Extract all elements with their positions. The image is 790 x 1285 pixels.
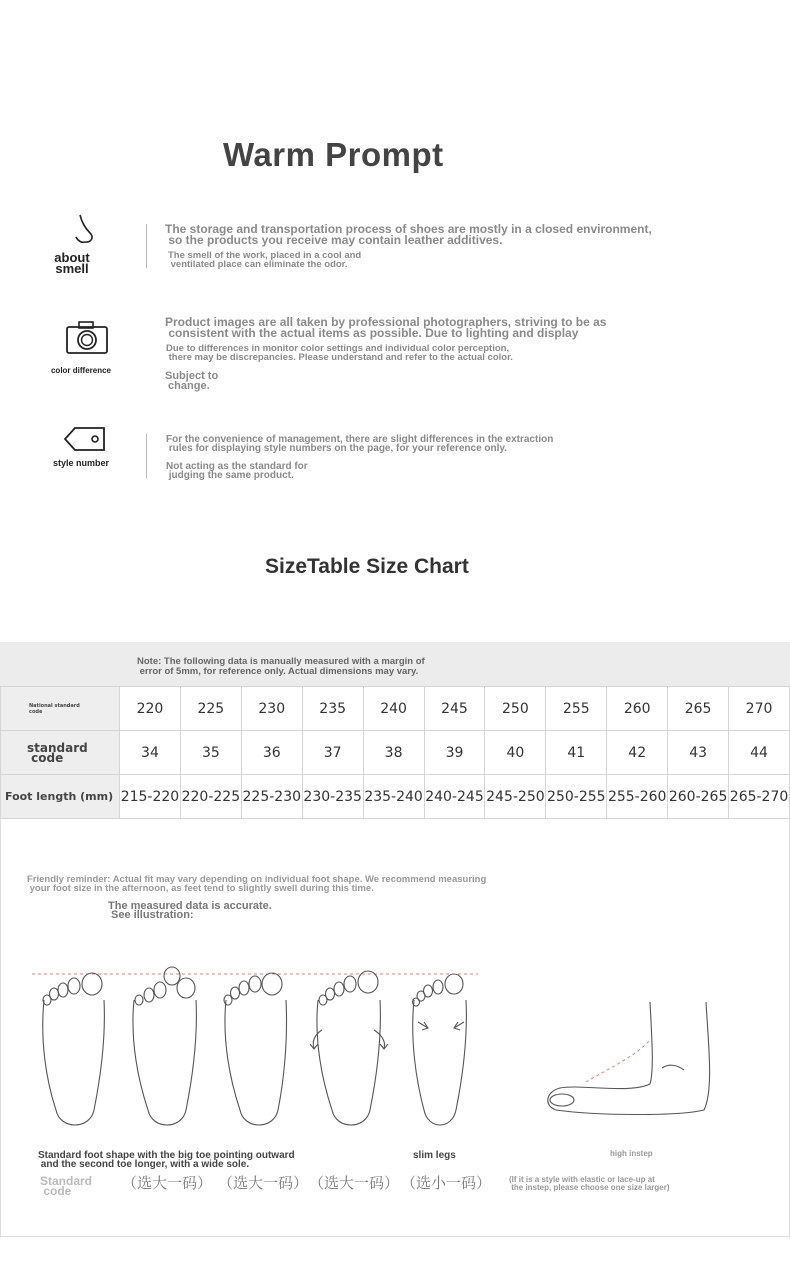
row-label: National standard code bbox=[1, 687, 120, 731]
table-cell: 260-265 bbox=[668, 775, 729, 819]
row-label: Foot length (mm) bbox=[1, 775, 120, 819]
table-cell: 225-230 bbox=[241, 775, 302, 819]
table-cell: 42 bbox=[607, 731, 668, 775]
size-table bbox=[0, 686, 790, 819]
table-cell: 245-250 bbox=[485, 775, 546, 819]
caption-standard-foot: Standard foot shape with the big toe pointing outward and the second toe longer, with a wide sole. bbox=[38, 1150, 295, 1170]
prompt-sub-style: Not acting as the standard for judging the same product. bbox=[166, 461, 308, 481]
table-cell: 35 bbox=[180, 731, 241, 775]
prompt-sub-smell: The smell of the work, placed in a cool and ventilated place can eliminate the odor. bbox=[168, 250, 362, 270]
table-cell: 260 bbox=[607, 687, 668, 731]
caption-high-instep: high instep bbox=[610, 1149, 653, 1158]
table-cell: 240-245 bbox=[424, 775, 485, 819]
divider bbox=[146, 434, 147, 478]
table-cell: 255-260 bbox=[607, 775, 668, 819]
row-label: standard code bbox=[1, 731, 120, 775]
size-choice: （选大一码） bbox=[309, 1174, 400, 1192]
table-cell: 215-220 bbox=[120, 775, 181, 819]
size-note: Note: The following data is manually measured with a margin of error of 5mm, for reference only. Actual dimensions may vary. bbox=[137, 656, 425, 677]
prompt-extra-color: Subject to change. bbox=[165, 370, 219, 392]
prompt-sub-color: Due to differences in monitor color settings and individual color perception, there may be discrepancies. Please understand and refer to the actual color. bbox=[166, 343, 513, 363]
tag-icon bbox=[62, 424, 108, 454]
table-cell: 37 bbox=[302, 731, 363, 775]
prompt-main-color: Product images are all taken by professional photographers, striving to be as consistent with the actual items as possible. Due to lighting and display bbox=[165, 315, 607, 340]
divider bbox=[146, 224, 147, 268]
table-cell: 250 bbox=[485, 687, 546, 731]
table-cell: 40 bbox=[485, 731, 546, 775]
size-choice: （选大一码） bbox=[122, 1174, 213, 1192]
table-cell: 230-235 bbox=[302, 775, 363, 819]
table-cell: 250-255 bbox=[546, 775, 607, 819]
table-cell: 34 bbox=[120, 731, 181, 775]
size-choice: （选小一码） bbox=[401, 1174, 492, 1192]
prompt-main-style: For the convenience of management, there are slight differences in the extraction rules for displaying style numbers on the page, for your reference only. bbox=[166, 434, 554, 454]
camera-icon bbox=[64, 318, 110, 356]
table-cell: 255 bbox=[546, 687, 607, 731]
table-cell: 240 bbox=[363, 687, 424, 731]
table-cell: 265 bbox=[668, 687, 729, 731]
friendly-reminder: Friendly reminder: Actual fit may vary depending on individual foot shape. We recommend measuring your foot size in the afternoon, as feet tend to slightly swell during this time. bbox=[27, 874, 487, 894]
frame-border bbox=[0, 1236, 790, 1237]
prompt-label-color: color difference bbox=[50, 366, 111, 375]
prompt-main-smell: The storage and transportation process of shoes are mostly in a closed environment, so the products you receive may contain leather additives. bbox=[165, 222, 652, 247]
table-cell: 235 bbox=[302, 687, 363, 731]
table-cell: 44 bbox=[729, 731, 790, 775]
measured-note: The measured data is accurate. See illustration: bbox=[108, 900, 272, 921]
table-cell: 41 bbox=[546, 731, 607, 775]
table-row bbox=[1, 731, 790, 775]
table-cell: 36 bbox=[241, 731, 302, 775]
size-choice: （选大一码） bbox=[218, 1174, 309, 1192]
table-cell: 245 bbox=[424, 687, 485, 731]
table-cell: 230 bbox=[241, 687, 302, 731]
table-row bbox=[1, 687, 790, 731]
table-cell: 235-240 bbox=[363, 775, 424, 819]
instep-note: (If it is a style with elastic or lace-up at the instep, please choose one size larger) bbox=[509, 1175, 670, 1192]
page-title: Warm Prompt bbox=[223, 136, 444, 173]
table-cell: 270 bbox=[729, 687, 790, 731]
table-cell: 38 bbox=[363, 731, 424, 775]
table-cell: 220 bbox=[120, 687, 181, 731]
caption-slim-legs: slim legs bbox=[413, 1150, 456, 1161]
table-row bbox=[1, 775, 790, 819]
table-cell: 225 bbox=[180, 687, 241, 731]
nose-icon bbox=[62, 212, 108, 246]
standard-code-label: Standard code bbox=[40, 1174, 93, 1198]
prompt-label-style: style number bbox=[52, 458, 110, 468]
table-cell: 220-225 bbox=[180, 775, 241, 819]
foot-shape-illustration bbox=[0, 960, 790, 1150]
table-cell: 265-270 bbox=[729, 775, 790, 819]
prompt-label-smell: about smell bbox=[54, 250, 90, 276]
table-cell: 39 bbox=[424, 731, 485, 775]
size-chart-title: SizeTable Size Chart bbox=[265, 555, 469, 578]
table-cell: 43 bbox=[668, 731, 729, 775]
